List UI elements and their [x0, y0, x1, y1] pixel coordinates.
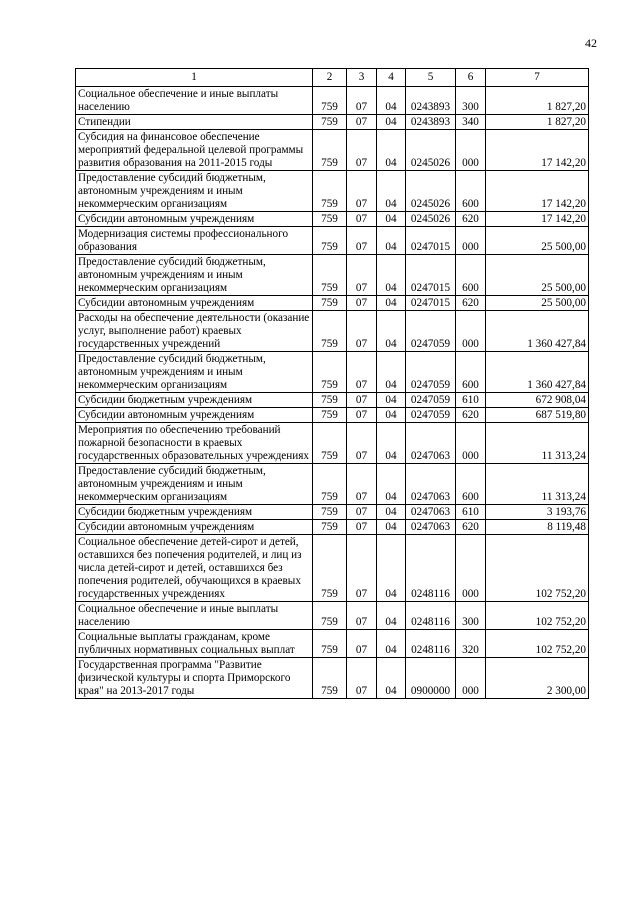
row-admin-code: 759 — [313, 520, 347, 535]
row-expense-type: 610 — [456, 505, 486, 520]
row-amount: 672 908,04 — [486, 393, 589, 408]
header-col-4: 4 — [377, 69, 406, 87]
table-row — [76, 658, 589, 699]
table-header — [76, 69, 589, 87]
row-admin-code: 759 — [313, 227, 347, 255]
row-admin-code: 759 — [313, 296, 347, 311]
row-admin-code: 759 — [313, 87, 347, 115]
row-name: Модернизация системы профессионального образования — [76, 227, 313, 255]
row-amount: 25 500,00 — [486, 227, 589, 255]
row-amount: 25 500,00 — [486, 296, 589, 311]
row-name: Мероприятия по обеспечению требований пожарной безопасности в краевых государственных образовательных учреждениях — [76, 423, 313, 464]
table-row — [76, 115, 589, 130]
row-section: 07 — [347, 311, 377, 352]
row-subsection: 04 — [377, 408, 406, 423]
row-admin-code: 759 — [313, 352, 347, 393]
row-amount: 2 300,00 — [486, 658, 589, 699]
row-amount: 17 142,20 — [486, 130, 589, 171]
row-target-article: 0247015 — [406, 296, 456, 311]
row-section: 07 — [347, 87, 377, 115]
row-name: Субсидия на финансовое обеспечение мероприятий федеральной целевой программы развития образования на 2011-2015 годы — [76, 130, 313, 171]
row-expense-type: 000 — [456, 227, 486, 255]
row-section: 07 — [347, 658, 377, 699]
row-target-article: 0900000 — [406, 658, 456, 699]
row-section: 07 — [347, 393, 377, 408]
row-amount: 102 752,20 — [486, 535, 589, 602]
table-body — [76, 87, 589, 699]
row-expense-type: 300 — [456, 87, 486, 115]
row-admin-code: 759 — [313, 171, 347, 212]
row-target-article: 0247059 — [406, 408, 456, 423]
row-admin-code: 759 — [313, 311, 347, 352]
table-row — [76, 464, 589, 505]
row-admin-code: 759 — [313, 115, 347, 130]
row-section: 07 — [347, 630, 377, 658]
row-subsection: 04 — [377, 393, 406, 408]
budget-table — [75, 68, 589, 699]
row-admin-code: 759 — [313, 423, 347, 464]
row-section: 07 — [347, 408, 377, 423]
header-col-1: 1 — [76, 69, 313, 87]
row-subsection: 04 — [377, 520, 406, 535]
header-col-5: 5 — [406, 69, 456, 87]
row-admin-code: 759 — [313, 535, 347, 602]
row-expense-type: 000 — [456, 423, 486, 464]
table-row — [76, 171, 589, 212]
row-amount: 1 827,20 — [486, 87, 589, 115]
row-target-article: 0247063 — [406, 464, 456, 505]
row-section: 07 — [347, 212, 377, 227]
table-row — [76, 296, 589, 311]
row-target-article: 0248116 — [406, 630, 456, 658]
row-name: Субсидии автономным учреждениям — [76, 296, 313, 311]
table-row — [76, 423, 589, 464]
table-row — [76, 393, 589, 408]
header-col-6: 6 — [456, 69, 486, 87]
row-target-article: 0243893 — [406, 115, 456, 130]
row-section: 07 — [347, 115, 377, 130]
row-name: Социальные выплаты гражданам, кроме публичных нормативных социальных выплат — [76, 630, 313, 658]
row-amount: 3 193,76 — [486, 505, 589, 520]
row-name: Предоставление субсидий бюджетным, автономным учреждениям и иным некоммерческим организациям — [76, 352, 313, 393]
row-section: 07 — [347, 464, 377, 505]
row-subsection: 04 — [377, 115, 406, 130]
row-admin-code: 759 — [313, 408, 347, 423]
row-section: 07 — [347, 296, 377, 311]
row-name: Субсидии бюджетным учреждениям — [76, 393, 313, 408]
row-name: Социальное обеспечение и иные выплаты населению — [76, 602, 313, 630]
row-expense-type: 600 — [456, 464, 486, 505]
row-amount: 8 119,48 — [486, 520, 589, 535]
row-target-article: 0248116 — [406, 535, 456, 602]
row-name: Субсидии бюджетным учреждениям — [76, 505, 313, 520]
table-row — [76, 602, 589, 630]
row-subsection: 04 — [377, 212, 406, 227]
row-admin-code: 759 — [313, 212, 347, 227]
row-expense-type: 300 — [456, 602, 486, 630]
row-section: 07 — [347, 505, 377, 520]
row-admin-code: 759 — [313, 393, 347, 408]
table-row — [76, 505, 589, 520]
row-amount: 17 142,20 — [486, 171, 589, 212]
row-name: Предоставление субсидий бюджетным, автономным учреждениям и иным некоммерческим организациям — [76, 464, 313, 505]
row-target-article: 0247063 — [406, 520, 456, 535]
row-expense-type: 000 — [456, 130, 486, 171]
row-subsection: 04 — [377, 255, 406, 296]
header-row — [76, 69, 589, 87]
row-amount: 25 500,00 — [486, 255, 589, 296]
header-col-2: 2 — [313, 69, 347, 87]
row-subsection: 04 — [377, 602, 406, 630]
row-admin-code: 759 — [313, 658, 347, 699]
row-subsection: 04 — [377, 130, 406, 171]
row-section: 07 — [347, 423, 377, 464]
row-subsection: 04 — [377, 87, 406, 115]
row-name: Стипендии — [76, 115, 313, 130]
row-section: 07 — [347, 171, 377, 212]
row-name: Социальное обеспечение детей-сирот и детей, оставшихся без попечения родителей, и лиц из числа детей-сирот и детей, оставшихся без попечения родителей, обучающихся в краевых государственных учреждениях — [76, 535, 313, 602]
row-section: 07 — [347, 520, 377, 535]
row-name: Субсидии автономным учреждениям — [76, 520, 313, 535]
table-row — [76, 535, 589, 602]
row-expense-type: 000 — [456, 535, 486, 602]
table-row — [76, 87, 589, 115]
row-expense-type: 340 — [456, 115, 486, 130]
row-name: Предоставление субсидий бюджетным, автономным учреждениям и иным некоммерческим организациям — [76, 255, 313, 296]
row-expense-type: 620 — [456, 520, 486, 535]
row-target-article: 0243893 — [406, 87, 456, 115]
row-amount: 17 142,20 — [486, 212, 589, 227]
row-expense-type: 610 — [456, 393, 486, 408]
row-subsection: 04 — [377, 505, 406, 520]
row-expense-type: 320 — [456, 630, 486, 658]
header-col-3: 3 — [347, 69, 377, 87]
table-row — [76, 630, 589, 658]
row-subsection: 04 — [377, 296, 406, 311]
row-section: 07 — [347, 602, 377, 630]
row-name: Субсидии автономным учреждениям — [76, 408, 313, 423]
row-amount: 102 752,20 — [486, 602, 589, 630]
row-name: Социальное обеспечение и иные выплаты населению — [76, 87, 313, 115]
row-amount: 1 360 427,84 — [486, 311, 589, 352]
row-amount: 11 313,24 — [486, 464, 589, 505]
row-admin-code: 759 — [313, 505, 347, 520]
row-subsection: 04 — [377, 227, 406, 255]
row-amount: 11 313,24 — [486, 423, 589, 464]
row-name: Расходы на обеспечение деятельности (оказание услуг, выполнение работ) краевых государственных учреждений — [76, 311, 313, 352]
row-admin-code: 759 — [313, 464, 347, 505]
row-target-article: 0245026 — [406, 171, 456, 212]
row-subsection: 04 — [377, 423, 406, 464]
page-number: 42 — [585, 36, 597, 50]
header-col-7: 7 — [486, 69, 589, 87]
table-row — [76, 352, 589, 393]
row-amount: 1 360 427,84 — [486, 352, 589, 393]
row-section: 07 — [347, 130, 377, 171]
row-target-article: 0245026 — [406, 212, 456, 227]
row-admin-code: 759 — [313, 130, 347, 171]
row-target-article: 0247059 — [406, 352, 456, 393]
table-row — [76, 408, 589, 423]
row-name: Государственная программа "Развитие физической культуры и спорта Приморского края" на 2013-2017 годы — [76, 658, 313, 699]
row-amount: 687 519,80 — [486, 408, 589, 423]
row-target-article: 0247063 — [406, 505, 456, 520]
row-subsection: 04 — [377, 464, 406, 505]
row-target-article: 0247015 — [406, 227, 456, 255]
row-target-article: 0247059 — [406, 393, 456, 408]
table-row — [76, 212, 589, 227]
row-admin-code: 759 — [313, 602, 347, 630]
row-target-article: 0245026 — [406, 130, 456, 171]
row-subsection: 04 — [377, 352, 406, 393]
row-subsection: 04 — [377, 630, 406, 658]
row-section: 07 — [347, 255, 377, 296]
row-expense-type: 600 — [456, 352, 486, 393]
row-subsection: 04 — [377, 658, 406, 699]
row-section: 07 — [347, 227, 377, 255]
row-expense-type: 620 — [456, 296, 486, 311]
row-section: 07 — [347, 535, 377, 602]
row-subsection: 04 — [377, 311, 406, 352]
table-row — [76, 520, 589, 535]
row-section: 07 — [347, 352, 377, 393]
row-admin-code: 759 — [313, 630, 347, 658]
table-row — [76, 255, 589, 296]
row-expense-type: 600 — [456, 255, 486, 296]
row-admin-code: 759 — [313, 255, 347, 296]
row-expense-type: 620 — [456, 408, 486, 423]
row-expense-type: 000 — [456, 311, 486, 352]
row-expense-type: 000 — [456, 658, 486, 699]
row-target-article: 0247063 — [406, 423, 456, 464]
row-expense-type: 600 — [456, 171, 486, 212]
row-target-article: 0248116 — [406, 602, 456, 630]
table-row — [76, 311, 589, 352]
table-row — [76, 227, 589, 255]
table-row — [76, 130, 589, 171]
row-name: Предоставление субсидий бюджетным, автономным учреждениям и иным некоммерческим организациям — [76, 171, 313, 212]
row-amount: 102 752,20 — [486, 630, 589, 658]
row-target-article: 0247015 — [406, 255, 456, 296]
row-target-article: 0247059 — [406, 311, 456, 352]
row-amount: 1 827,20 — [486, 115, 589, 130]
row-subsection: 04 — [377, 171, 406, 212]
row-subsection: 04 — [377, 535, 406, 602]
row-name: Субсидии автономным учреждениям — [76, 212, 313, 227]
row-expense-type: 620 — [456, 212, 486, 227]
